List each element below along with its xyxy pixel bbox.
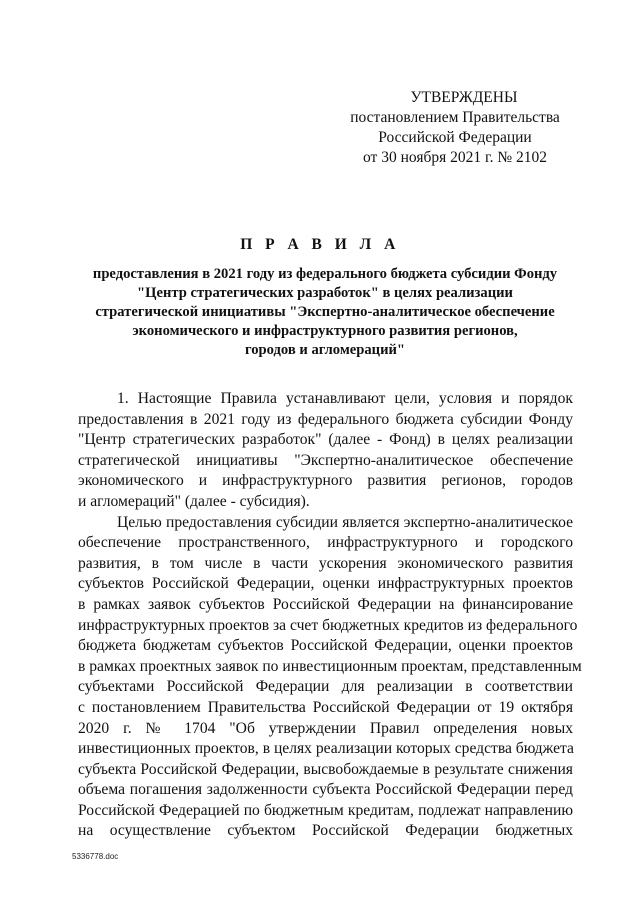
text-line: Российской Федерацией по бюджетным кредитам, подлежат направлению <box>78 801 573 819</box>
text-line: на осуществление субъектом Российской Федерации бюджетных <box>78 822 573 840</box>
paragraph-2 <box>78 513 582 843</box>
text-line: объема погашения задолженности субъекта Российской Федерации перед <box>78 781 573 799</box>
footer-filename: 5336778.doc <box>72 852 119 861</box>
document-body <box>78 389 582 842</box>
subtitle-line: экономического и инфраструктурного развития регионов, <box>132 323 518 339</box>
subtitle-line: "Центр стратегических разработок" в целях реализации <box>137 285 513 301</box>
text-line: 1. Настоящие Правила устанавливают цели, условия и порядок <box>117 390 573 407</box>
text-line: и агломераций" (далее - субсидия). <box>78 492 310 510</box>
text-line: Целью предоставления субсидии является экспертно-аналитическое <box>117 513 573 531</box>
subtitle-line: предоставления в 2021 году из федерального бюджета субсидии Фонду <box>92 266 558 282</box>
text-line: субъекта Российской Федерации, высвобождаемые в результате снижения <box>78 760 573 778</box>
approval-block <box>330 88 580 168</box>
text-line: в рамках заявок субъектов Российской Федерации на финансирование <box>78 595 573 613</box>
text-line: 2020 г. № 1704 "Об утверждении Правил определения новых <box>78 719 573 737</box>
approval-line: Российской Федерации <box>378 129 532 146</box>
text-line: "Центр стратегических разработок" (далее - Фонд) в целях реализации <box>78 431 573 449</box>
text-line: в рамках проектных заявок по инвестиционным проектам, представленным <box>78 657 582 675</box>
text-line: экономического и инфраструктурного развития регионов, городов <box>78 472 573 490</box>
text-line: обеспечение пространственного, инфраструктурного и городского <box>78 534 573 552</box>
text-line: развития, в том числе в части ускорения экономического развития <box>78 554 573 572</box>
approval-line: от 30 ноября 2021 г. № 2102 <box>363 149 547 166</box>
paragraph-1 <box>78 389 573 513</box>
text-line: предоставления в 2021 году из федерального бюджета субсидии Фонду <box>78 410 573 428</box>
document-title: П Р А В И Л А <box>240 236 400 253</box>
text-line: субъектами Российской Федерации для реализации в соответствии <box>78 678 573 696</box>
document-subtitle <box>60 265 590 360</box>
approval-line: УТВЕРЖДЕНЫ <box>410 89 518 106</box>
text-line: инвестиционных проектов, в целях реализации которых средства бюджета <box>78 740 574 758</box>
text-line: стратегической инициативы "Экспертно-аналитическое обеспечение <box>78 451 573 469</box>
approval-line: постановлением Правительства <box>350 109 560 126</box>
text-line: бюджета бюджетам субъектов Российской Федерации, оценки проектов <box>78 637 573 655</box>
text-line: инфраструктурных проектов за счет бюджетных кредитов из федерального <box>78 616 578 634</box>
subtitle-line: стратегической инициативы "Экспертно-аналитическое обеспечение <box>95 304 555 320</box>
text-line: субъектов Российской Федерации, оценки инфраструктурных проектов <box>78 575 573 593</box>
subtitle-line: городов и агломераций" <box>244 342 405 358</box>
text-line: с постановлением Правительства Российской Федерации от 19 октября <box>78 698 573 716</box>
